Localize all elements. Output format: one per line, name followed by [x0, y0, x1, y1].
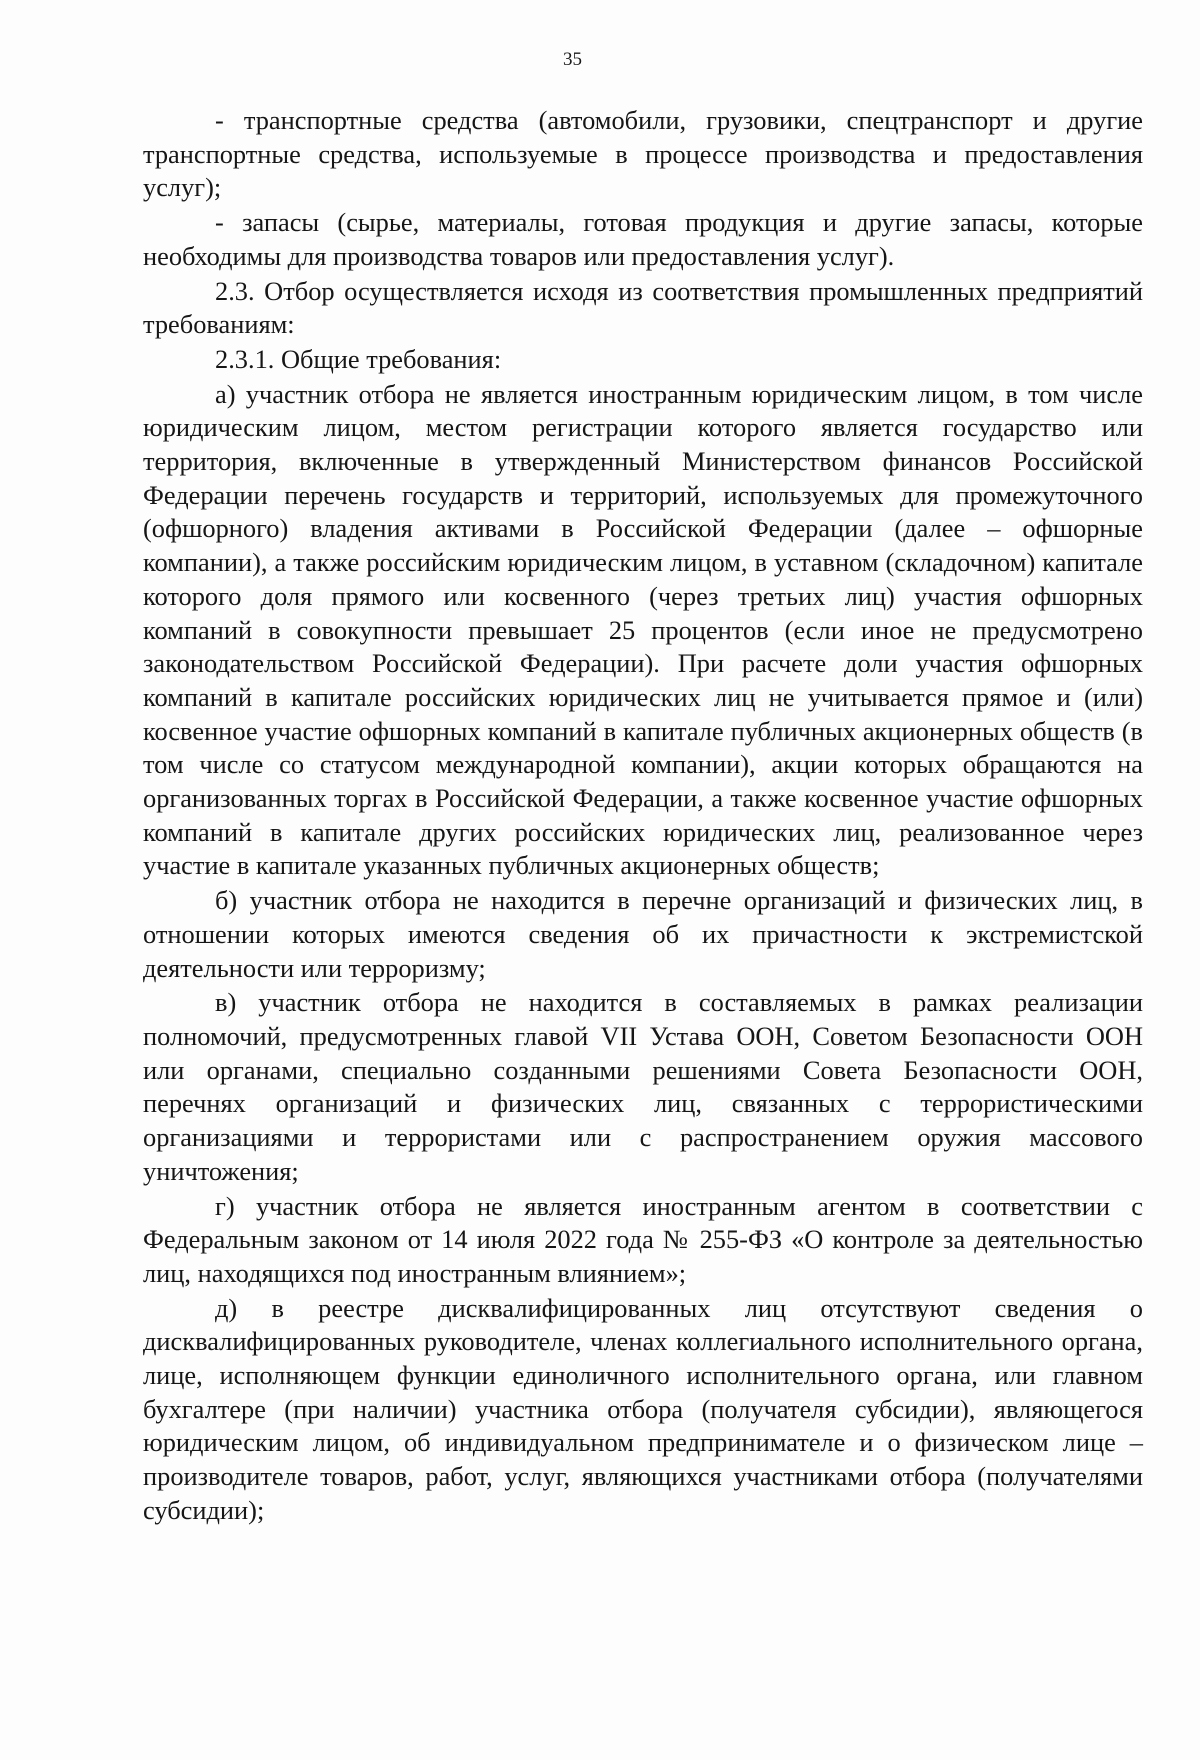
paragraph-requirement-b: б) участник отбора не находится в перечне организаций и физических лиц, в отношении которых имеются сведения об их причастности к экстремистской деятельности или терроризму;	[143, 885, 1143, 983]
paragraph-selection-criteria: 2.3. Отбор осуществляется исходя из соответствия промышленных предприятий требованиям:	[143, 275, 1143, 340]
page-number: 35	[563, 49, 582, 70]
paragraph-general-requirements-heading: 2.3.1. Общие требования:	[215, 343, 502, 374]
paragraph-requirement-g: г) участник отбора не является иностранным агентом в соответствии с Федеральным законом от 14 июля 2022 года № 255-ФЗ «О контроле за деятельностью лиц, находящихся под иностранным влиянием»;	[143, 1190, 1143, 1288]
paragraph-requirement-d: д) в реестре дисквалифицированных лиц отсутствуют сведения о дисквалифицированных руководителе, членах коллегиального исполнительного органа, лице, исполняющем функции единоличного исполнительного органа, или главном бухгалтере (при наличии) участника отбора (получателя субсидии), являющегося юридическим лицом, об индивидуальном предпринимателе и о физическом лице – производителе товаров, работ, услуг, являющихся участниками отбора (получателями субсидии);	[143, 1292, 1143, 1525]
document-body	[143, 104, 1143, 1528]
paragraph-inventory: - запасы (сырье, материалы, готовая продукция и другие запасы, которые необходимы для производства товаров или предоставления услуг).	[143, 207, 1143, 271]
paragraph-requirement-v: в) участник отбора не находится в составляемых в рамках реализации полномочий, предусмотренных главой VII Устава ООН, Советом Безопасности ООН или органами, специально созданными решениями Совета Безопасности ООН, перечнях организаций и физических лиц, связанных с террористическими организациями и террористами или с распространением оружия массового уничтожения;	[143, 987, 1143, 1186]
paragraph-requirement-a: а) участник отбора не является иностранным юридическим лицом, в том числе юридическим лицом, местом регистрации которого является государство или территория, включенные в утвержденный Министерством финансов Российской Федерации перечень государств и территорий, используемых для промежуточного (офшорного) владения активами в Российской Федерации (далее – офшорные компании), а также российским юридическим лицом, в уставном (складочном) капитале которого доля прямого или косвенного (через третьих лиц) участия офшорных компаний в совокупности превышает 25 процентов (если иное не предусмотрено законодательством Российской Федерации). При расчете доли участия офшорных компаний в капитале российских юридических лиц не учитывается прямое и (или) косвенное участие офшорных компаний в капитале публичных акционерных обществ (в том числе со статусом международной компании), акции которых обращаются на организованных торгах в Российской Федерации, а также косвенное участие офшорных компаний в капитале других российских юридических лиц, реализованное через участие в капитале указанных публичных акционерных обществ;	[143, 378, 1143, 881]
paragraph-vehicles: - транспортные средства (автомобили, грузовики, спецтранспорт и другие транспортные средства, используемые в процессе производства и предоставления услуг);	[143, 105, 1143, 203]
